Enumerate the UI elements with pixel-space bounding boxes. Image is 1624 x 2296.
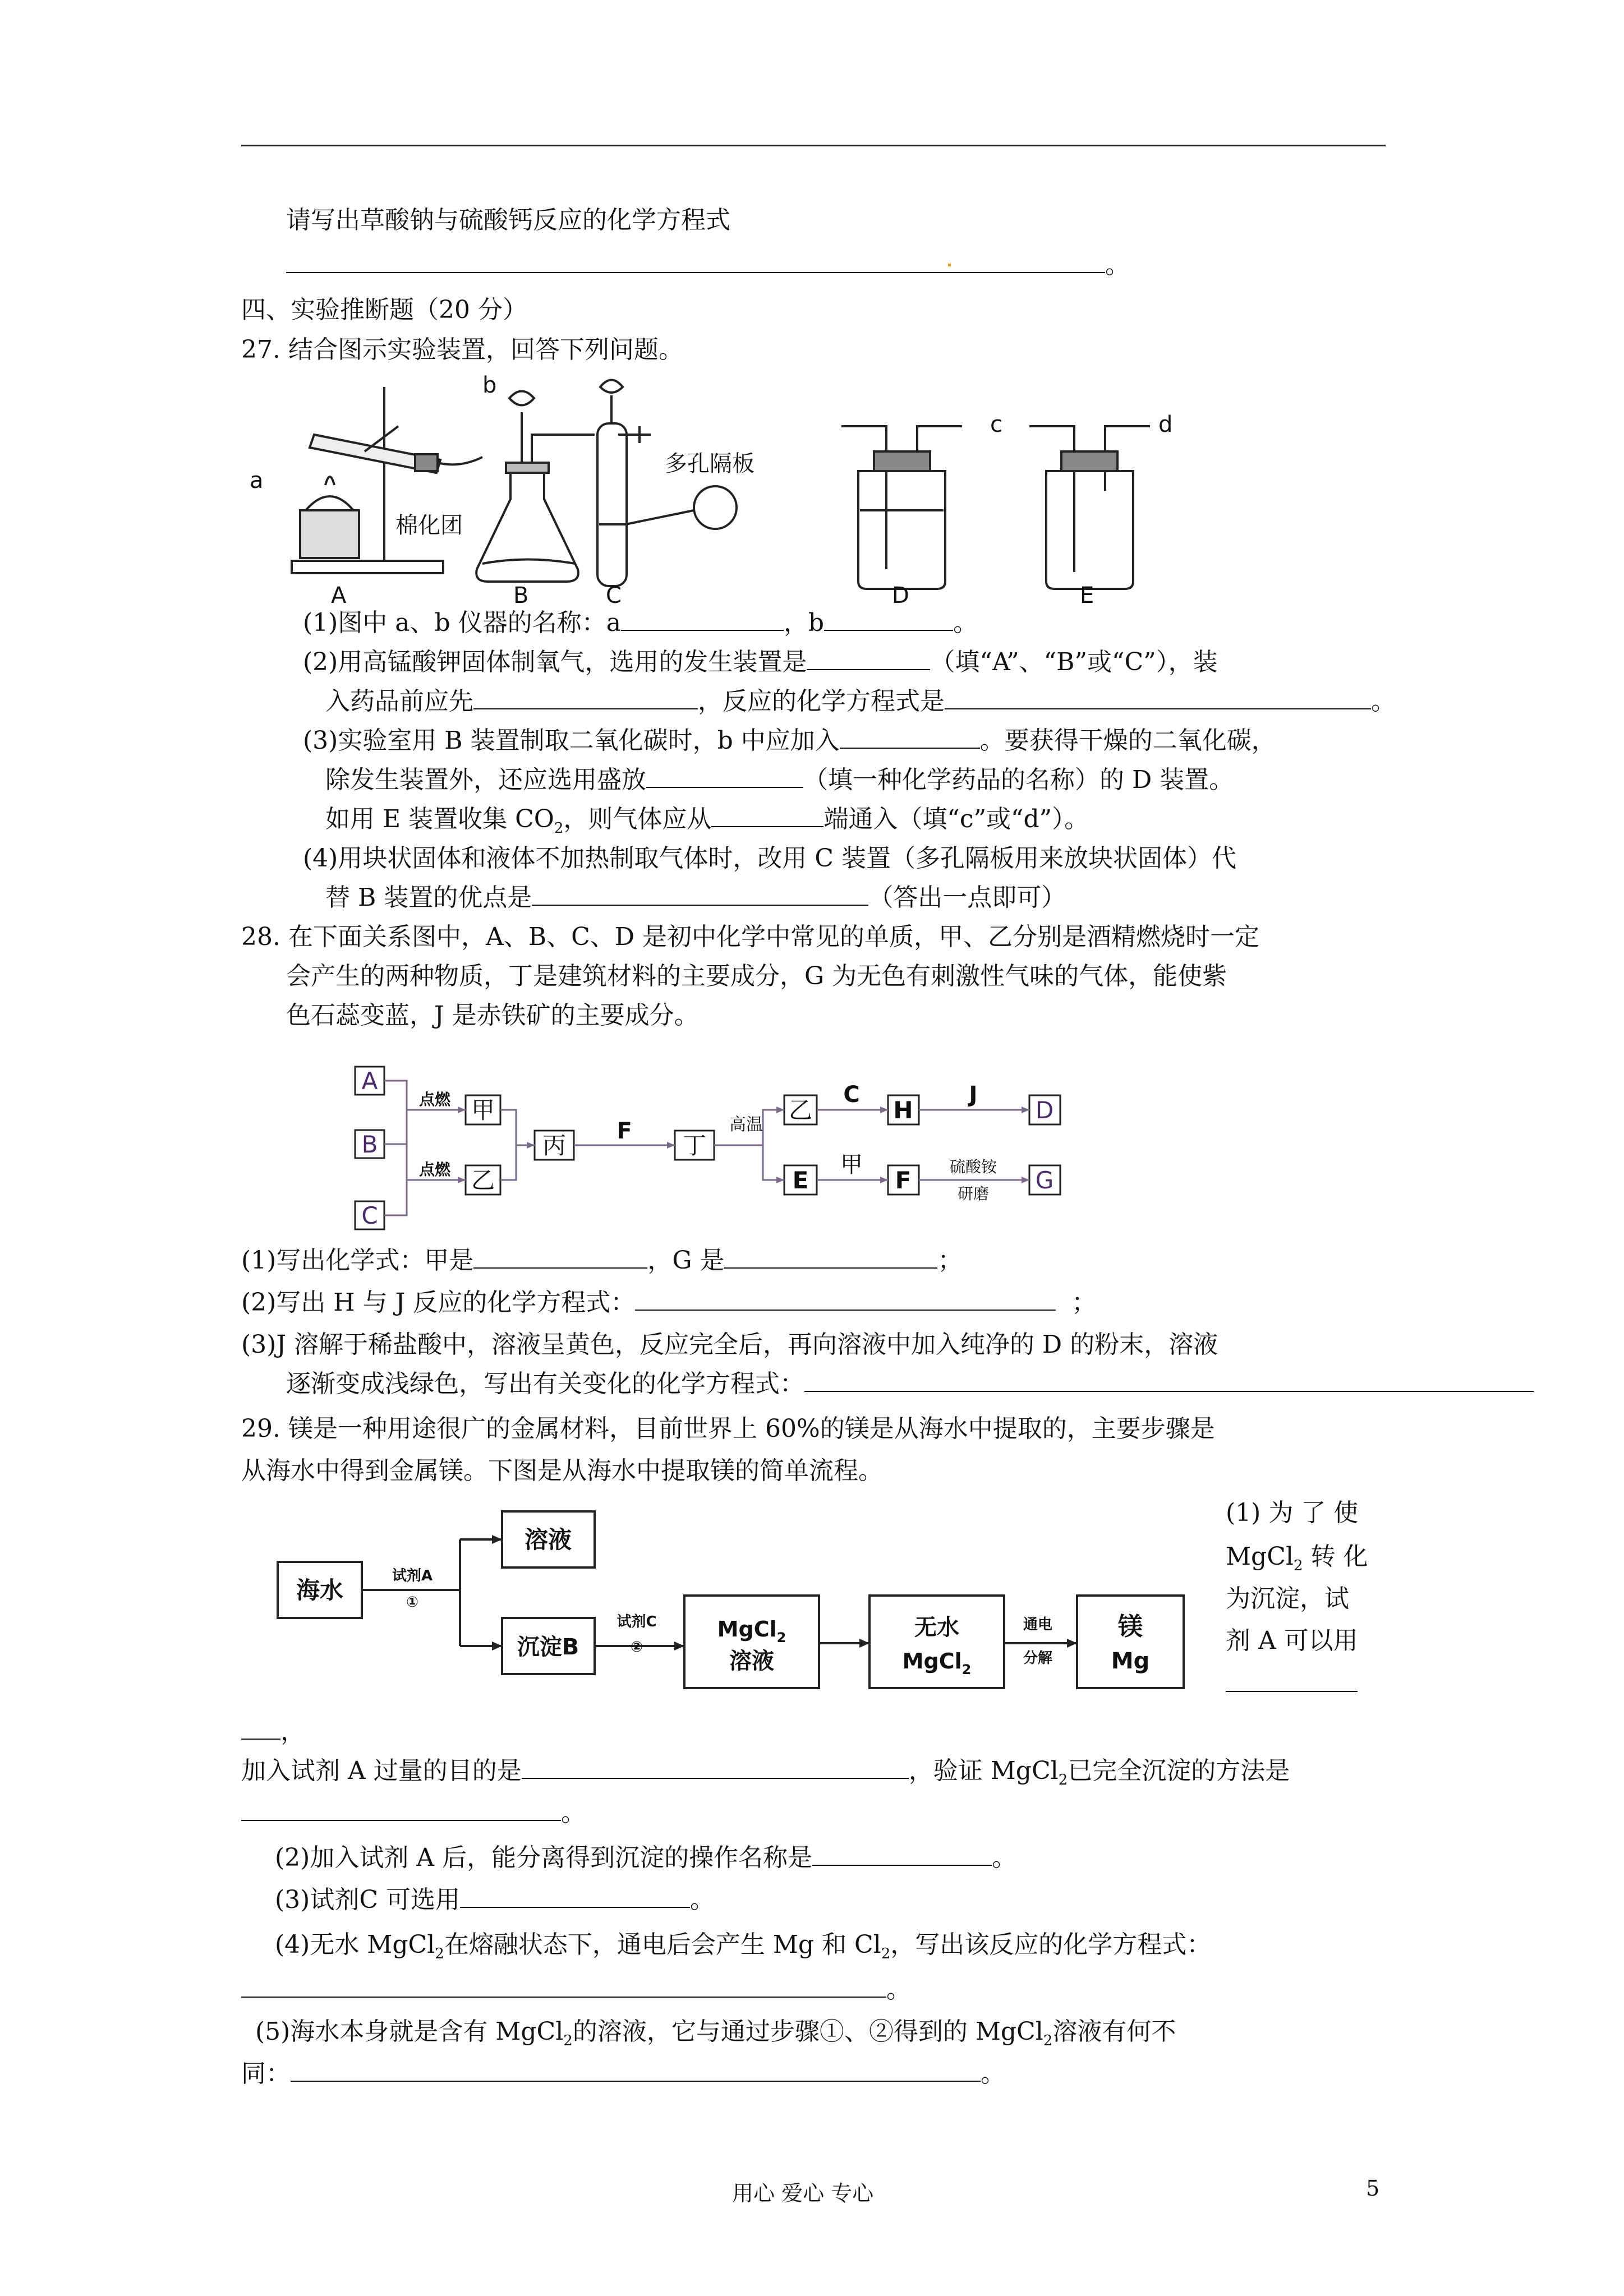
node-yi2: 乙: [788, 1096, 813, 1124]
q29-1-side-1: (1) 为 了 使: [1226, 1499, 1359, 1527]
page-number: 5: [1366, 2176, 1380, 2201]
node-mgcl2-solution-2: 溶液: [729, 1648, 774, 1674]
q28-3-line1: (3)J 溶解于稀盐酸中，溶液呈黄色，反应完全后，再向溶液中加入纯净的 D 的粉末，溶液: [241, 1330, 1218, 1359]
q28-stem-3: 色石蕊变蓝，J 是赤铁矿的主要成分。: [286, 1001, 699, 1030]
node-A: A: [361, 1067, 378, 1095]
label-c: c: [990, 412, 1002, 437]
header-rule: [241, 145, 1386, 146]
answer-blank[interactable]: [945, 686, 1371, 709]
answer-blank[interactable]: [241, 1974, 886, 1998]
q27-2-line2: 入药品前应先 ，反应的化学方程式是 。: [325, 687, 1396, 716]
q29-4-line1: (4)无水 MgCl$_2$在熔融状态下，通电后会产生 Mg 和 $Cl_2$，写出该反应的化学方程式：: [275, 1930, 1212, 1962]
q28-1: (1)写出化学式：甲是 ，G 是 ；: [241, 1246, 963, 1275]
answer-blank[interactable]: [646, 764, 803, 788]
q29-1-line: 加入试剂 A 过量的目的是 ，验证 MgCl$_2$已完全沉淀的方法是: [241, 1756, 1290, 1788]
answer-blank[interactable]: [473, 686, 698, 709]
q27-stem: 27. 结合图示实验装置，回答下列问题。: [241, 335, 683, 364]
q27-1: (1)图中 a、b 仪器的名称：a ，b 。: [303, 608, 978, 637]
q28-stem-1: 28. 在下面关系图中，A、B、C、D 是初中化学中常见的单质，甲、乙分别是酒精燃烧时一定: [241, 923, 1259, 951]
label-dianran-2: 点燃: [418, 1160, 451, 1179]
node-anhydrous-2: MgCl$_2$: [902, 1649, 972, 1677]
q29-1-side-4: 剂 A 可以用: [1226, 1626, 1358, 1655]
node-mg-2: Mg: [1111, 1648, 1150, 1674]
label-d: d: [1158, 412, 1173, 437]
q27-4-line2: 替 B 装置的优点是 （答出一点即可）: [325, 883, 1066, 912]
answer-blank[interactable]: [241, 1797, 561, 1821]
section-title: 四、实验推断题（20 分）: [241, 296, 527, 324]
node-precipB: 沉淀B: [517, 1634, 579, 1660]
q29-5-line2: 同： 。: [241, 2059, 1005, 2088]
cotton-label: 棉化团: [395, 513, 463, 538]
q29-flow-diagram: [275, 1509, 1206, 1694]
answer-blank[interactable]: [807, 647, 930, 670]
q29-1-tail: ，: [241, 1716, 305, 1748]
node-E: E: [792, 1167, 809, 1194]
answer-blank[interactable]: [840, 725, 980, 749]
label-b: b: [482, 373, 497, 398]
q29-stem-2: 从海水中得到金属镁。下图是从海水中提取镁的简单流程。: [241, 1456, 883, 1485]
label-J: J: [969, 1082, 978, 1108]
answer-blank[interactable]: [473, 1245, 647, 1269]
node-F: F: [895, 1167, 912, 1194]
caption-B: B: [513, 583, 529, 608]
q26-prompt: 请写出草酸钠与硫酸钙反应的化学方程式: [286, 206, 730, 234]
label-C: C: [843, 1082, 860, 1108]
q29-3: (3)试剂C 可选用 。: [275, 1885, 715, 1914]
q28-3-line2: 逐渐变成浅绿色，写出有关变化的化学方程式：: [286, 1368, 1534, 1400]
label-lsa: 硫酸铵: [949, 1158, 997, 1176]
node-yi: 乙: [471, 1167, 495, 1194]
node-seawater: 海水: [296, 1576, 344, 1604]
q27-3-line2: 除发生装置外，还应选用盛放 （填一种化学药品的名称）的 D 装置。: [325, 766, 1234, 794]
label-gaowen: 高温: [729, 1115, 763, 1135]
label-jia: 甲: [840, 1152, 863, 1178]
node-bing: 丙: [542, 1132, 567, 1159]
stray-dot: [948, 264, 951, 266]
answer-blank[interactable]: [635, 1287, 1056, 1311]
node-ding: 丁: [682, 1132, 707, 1159]
label-a: a: [250, 468, 264, 494]
answer-blank[interactable]: [1226, 1668, 1358, 1692]
answer-blank[interactable]: [286, 250, 1105, 273]
q29-1-side-2: MgCl$_2$ 转 化: [1226, 1542, 1368, 1574]
label-electro-1: 通电: [1023, 1616, 1053, 1633]
node-H: H: [893, 1096, 913, 1124]
node-D: D: [1035, 1096, 1054, 1124]
q29-1-side-3: 为沉淀，试: [1226, 1584, 1349, 1613]
q29-stem-1: 29. 镁是一种用途很广的金属材料，目前世界上 60%的镁是从海水中提取的，主要步骤是: [241, 1414, 1215, 1443]
node-jia: 甲: [471, 1096, 495, 1124]
answer-blank[interactable]: [812, 1842, 992, 1866]
answer-blank[interactable]: [711, 804, 823, 827]
answer-blank[interactable]: [522, 1755, 909, 1779]
caption-A: A: [331, 583, 347, 608]
label-F: F: [617, 1118, 632, 1144]
node-solution: 溶液: [524, 1526, 572, 1553]
node-anhydrous-1: 无水: [914, 1615, 959, 1640]
q29-1-end: 。: [241, 1797, 586, 1829]
node-mgcl2-solution-1: MgCl$_2$: [717, 1617, 786, 1645]
caption-E: E: [1080, 583, 1094, 608]
q27-2-line1: (2)用高锰酸钾固体制氧气，选用的发生装置是 （填“A”、“B”或“C”），装: [303, 648, 1218, 676]
answer-blank[interactable]: [291, 2058, 981, 2082]
answer-blank[interactable]: [621, 607, 784, 631]
q28-2: (2)写出 H 与 J 反应的化学方程式： ；: [241, 1288, 1097, 1317]
q27-3-line3: 如用 E 装置收集 $CO_2$，则气体应从 端通入（填“c”或“d”）。: [325, 805, 1089, 837]
caption-C: C: [606, 583, 622, 608]
answer-blank[interactable]: [824, 607, 953, 631]
answer-blank[interactable]: [460, 1884, 690, 1908]
stand-base: [292, 561, 443, 573]
q29-5-line1: (5)海水本身就是含有 MgCl$_2$的溶液，它与通过步骤①、②得到的 MgCl$_2$溶液有何不: [255, 2017, 1176, 2049]
answer-blank[interactable]: [804, 1368, 1534, 1392]
plate-label: 多孔隔板: [665, 451, 755, 477]
label-reagentA: 试剂A: [392, 1567, 433, 1584]
footer-motto: 用心 爱心 专心: [732, 2181, 874, 2206]
label-step1: ①: [406, 1594, 419, 1611]
q26-answer-line: 。: [286, 250, 1130, 281]
answer-blank[interactable]: [724, 1245, 937, 1269]
label-step2: ②: [630, 1639, 643, 1656]
answer-blank[interactable]: [532, 882, 868, 906]
q27-apparatus-figure: [247, 373, 1189, 611]
label-yanmo: 研磨: [957, 1184, 990, 1203]
node-B: B: [361, 1131, 378, 1158]
node-C: C: [361, 1202, 378, 1229]
node-G: G: [1035, 1167, 1054, 1194]
label-dianran-1: 点燃: [418, 1090, 451, 1109]
answer-blank[interactable]: [241, 1716, 280, 1740]
q27-3-line1: (3)实验室用 B 装置制取二氧化碳时，b 中应加入 。要获得干燥的二氧化碳，: [303, 726, 1276, 755]
q28-relation-diagram: [351, 1054, 1080, 1239]
q29-2: (2)加入试剂 A 后，能分离得到沉淀的操作名称是 。: [275, 1843, 1017, 1872]
q27-4-line1: (4)用块状固体和液体不加热制取气体时，改用 C 装置（多孔隔板用来放块状固体）代: [303, 844, 1236, 873]
caption-D: D: [892, 583, 909, 608]
q28-stem-2: 会产生的两种物质，丁是建筑材料的主要成分，G 为无色有刺激性气味的气体，能使紫: [286, 962, 1227, 990]
label-electro-2: 分解: [1023, 1650, 1053, 1667]
label-reagentC: 试剂C: [617, 1613, 657, 1630]
q29-1-side-blank: [1226, 1668, 1358, 1700]
node-mg-1: 镁: [1118, 1612, 1143, 1641]
q29-4-end: 。: [241, 1974, 911, 2005]
